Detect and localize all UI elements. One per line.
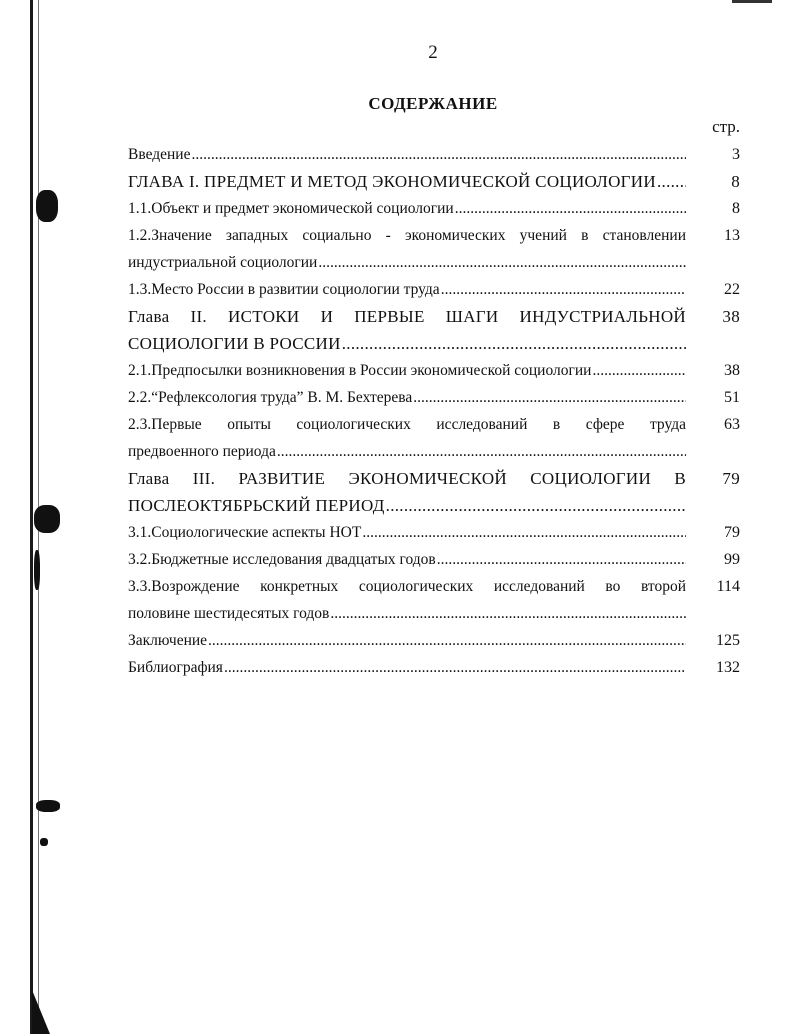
dot-leader bbox=[362, 519, 686, 546]
dot-leader bbox=[342, 330, 686, 357]
toc-entry bbox=[128, 411, 740, 465]
toc-entry bbox=[128, 222, 740, 276]
toc-entry-text: Введение bbox=[128, 146, 191, 163]
dot-leader bbox=[330, 600, 686, 627]
dot-leader bbox=[277, 438, 686, 465]
toc-entry bbox=[128, 141, 740, 168]
dot-leader bbox=[386, 492, 686, 519]
toc-entry-text: 2.1.Предпосылки возникновения в России экономической социологии bbox=[128, 362, 592, 379]
toc-entry-page: 79 bbox=[724, 524, 740, 541]
toc-entry-page: 125 bbox=[716, 632, 740, 649]
scan-blot bbox=[34, 550, 40, 590]
toc-entry-page: 38 bbox=[722, 307, 740, 326]
toc-entry bbox=[128, 627, 740, 654]
page-column-label: стр. bbox=[712, 117, 740, 136]
toc-entry-text: 3.3.Возрождение конкретных социологических исследований во второй bbox=[128, 578, 686, 595]
dot-leader bbox=[413, 384, 686, 411]
toc-entry-text: Глава III. РАЗВИТИЕ ЭКОНОМИЧЕСКОЙ СОЦИОЛОГИИ В bbox=[128, 469, 686, 488]
toc-entry bbox=[128, 276, 740, 303]
scan-blot bbox=[40, 838, 48, 846]
page-number: 2 bbox=[428, 42, 438, 63]
table-of-contents bbox=[128, 141, 740, 681]
dot-leader bbox=[208, 627, 686, 654]
toc-entry-text: 2.3.Первые опыты социологических исследований в сфере труда bbox=[128, 416, 686, 433]
dot-leader bbox=[455, 195, 686, 222]
toc-entry-text: 1.3.Место России в развитии социологии труда bbox=[128, 281, 440, 298]
scan-blot bbox=[36, 190, 58, 222]
toc-entry-text-continued: СОЦИОЛОГИИ В РОССИИ bbox=[128, 334, 341, 353]
dot-leader bbox=[437, 546, 686, 573]
toc-entry-text: ГЛАВА I. ПРЕДМЕТ И МЕТОД ЭКОНОМИЧЕСКОЙ СОЦИОЛОГИИ bbox=[128, 172, 656, 191]
scan-blot bbox=[36, 800, 60, 812]
dot-leader bbox=[224, 654, 686, 681]
dot-leader bbox=[191, 141, 686, 168]
toc-entry-text-continued: предвоенного периода bbox=[128, 443, 276, 460]
dot-leader bbox=[318, 249, 686, 276]
toc-entry-text: 3.2.Бюджетные исследования двадцатых годов bbox=[128, 551, 436, 568]
toc-entry-text: 1.1.Объект и предмет экономической социологии bbox=[128, 200, 454, 217]
scan-corner bbox=[32, 990, 50, 1034]
toc-entry bbox=[128, 546, 740, 573]
toc-entry bbox=[128, 654, 740, 681]
toc-entry-page: 132 bbox=[716, 659, 740, 676]
scan-top-mark bbox=[732, 0, 772, 3]
scan-blot bbox=[34, 505, 60, 533]
toc-entry-text: Глава II. ИСТОКИ И ПЕРВЫЕ ШАГИ ИНДУСТРИАЛЬНОЙ bbox=[128, 307, 686, 326]
toc-entry-chapter bbox=[128, 465, 740, 519]
toc-entry-page: 22 bbox=[724, 281, 740, 298]
toc-entry-text: 3.1.Социологические аспекты НОТ bbox=[128, 524, 362, 541]
scan-left-edge bbox=[30, 0, 33, 1034]
toc-entry-page: 8 bbox=[732, 200, 740, 217]
toc-entry-page: 114 bbox=[716, 578, 740, 595]
toc-entry-text-continued: ПОСЛЕОКТЯБРЬСКИЙ ПЕРИОД bbox=[128, 496, 385, 515]
toc-entry-page: 13 bbox=[724, 227, 740, 244]
toc-entry-text-continued: половине шестидесятых годов bbox=[128, 605, 330, 622]
toc-entry bbox=[128, 519, 740, 546]
toc-entry-text: Заключение bbox=[128, 632, 208, 649]
toc-entry bbox=[128, 357, 740, 384]
toc-entry-text: Библиография bbox=[128, 659, 223, 676]
dot-leader bbox=[592, 357, 686, 384]
page-title: СОДЕРЖАНИЕ bbox=[368, 94, 498, 113]
toc-entry-text: 2.2.“Рефлексология труда” В. М. Бехтерева bbox=[128, 389, 413, 406]
toc-entry-page: 3 bbox=[732, 146, 740, 163]
toc-entry-page: 51 bbox=[724, 389, 740, 406]
toc-entry bbox=[128, 384, 740, 411]
toc-entry-text-continued: индустриальной социологии bbox=[128, 254, 318, 271]
toc-entry bbox=[128, 573, 740, 627]
toc-entry-chapter bbox=[128, 303, 740, 357]
toc-entry-text: 1.2.Значение западных социально - экономических учений в становлении bbox=[128, 227, 686, 244]
toc-entry-chapter bbox=[128, 168, 740, 195]
dot-leader bbox=[657, 168, 686, 195]
toc-entry-page: 79 bbox=[722, 469, 740, 488]
toc-entry-page: 8 bbox=[731, 172, 740, 191]
dot-leader bbox=[441, 276, 686, 303]
toc-entry-page: 38 bbox=[724, 362, 740, 379]
toc-entry-page: 63 bbox=[724, 416, 740, 433]
toc-entry-page: 99 bbox=[724, 551, 740, 568]
toc-entry bbox=[128, 195, 740, 222]
